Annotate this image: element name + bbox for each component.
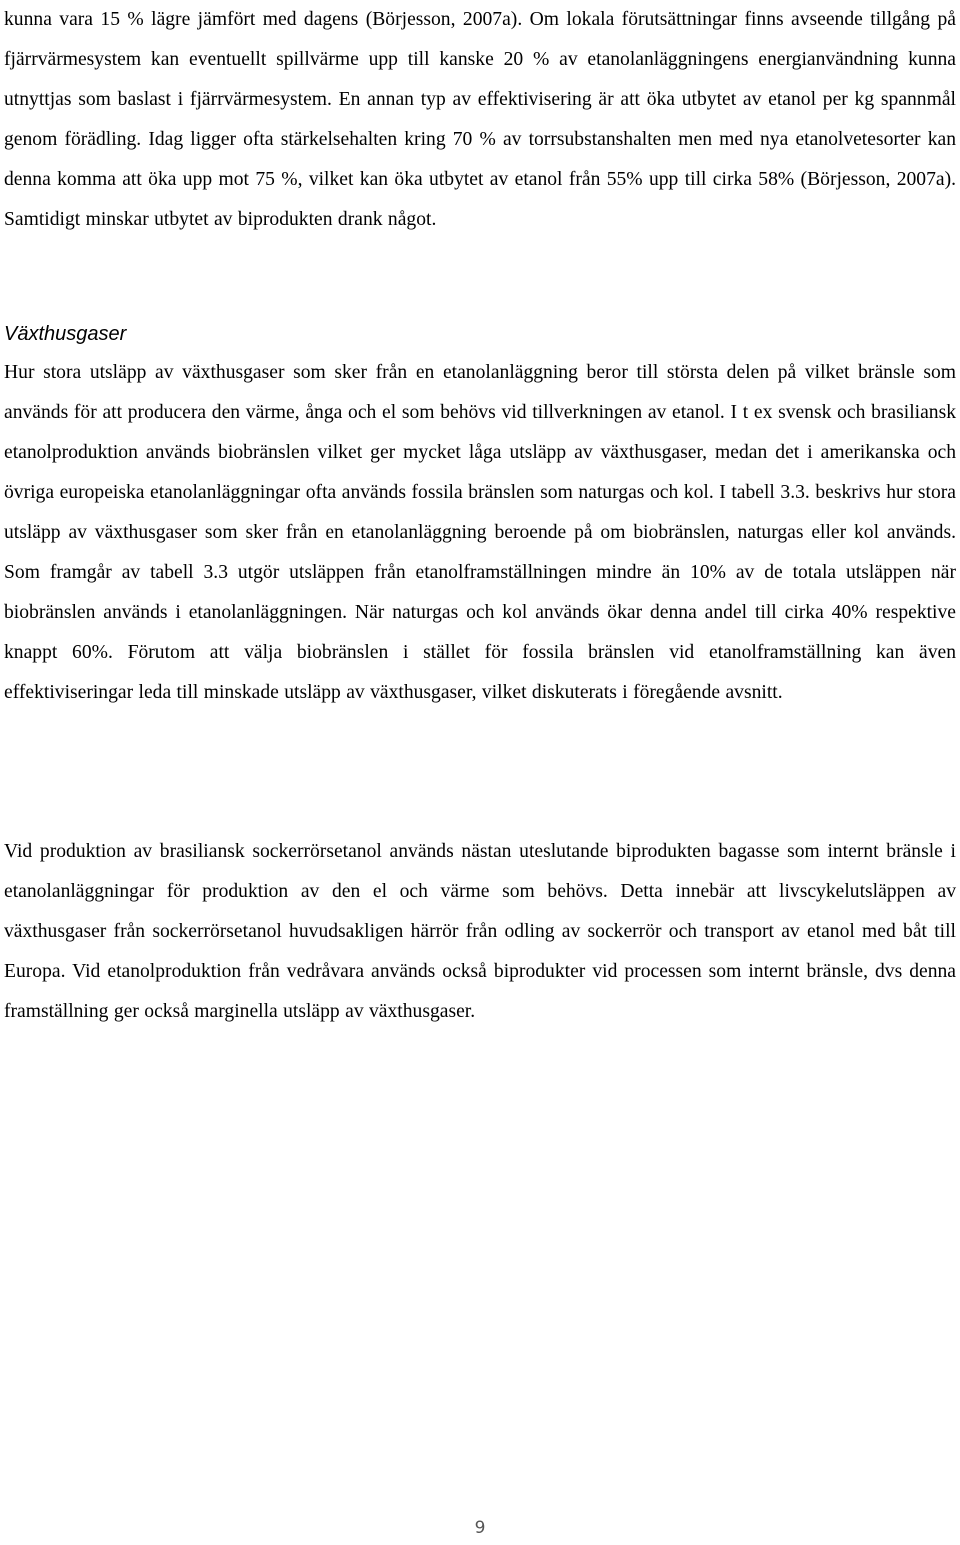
section-heading: Växthusgaser (4, 323, 127, 345)
paragraph-etanol-effektivisering: kunna vara 15 % lägre jämfört med dagens (Börjesson, 2007a). Om lokala förutsättningar finns avseende tillgång på fjärrvärmesystem kan eventuellt spillvärme upp till kanske 20 % av etanolanläggningens energianvändning kunna utnyttjas som baslast i fjärrvärmesystem. En annan typ av effektivisering är att öka utbytet av etanol per kg spannmål genom förädling. Idag ligger ofta stärkelsehalten kring 70 % av torrsubstanshalten men med nya etanolvetesorter kan denna komma att öka upp mot 75 %, vilket kan öka utbytet av etanol från 55% upp till cirka 58% (Börjesson, 2007a). Samtidigt minskar utbytet av biprodukten drank något. (4, 9, 956, 230)
page-number: 9 (474, 1518, 486, 1538)
paragraph-vaxthusgaser: Hur stora utsläpp av växthusgaser som sker från en etanolanläggning beror till största delen på vilket bränsle som används för att producera den värme, ånga och el som behövs vid tillverkningen av etanol. I t ex svensk och brasiliansk etanolproduktion används biobränslen vilket ger mycket låga utsläpp av växthusgaser, medan det i amerikanska och övriga europeiska etanolanläggningar ofta används fossila bränslen som naturgas och kol. I tabell 3.3. beskrivs hur stora utsläpp av växthusgaser som sker från en etanolanläggning beroende på om biobränslen, naturgas eller kol används. Som framgår av tabell 3.3 utgör utsläppen från etanolframställningen mindre än 10% av de totala utsläppen när biobränslen används i etanolanläggningen. När naturgas och kol används ökar denna andel till cirka 40% respektive knappt 60%. Förutom att välja biobränslen i stället för fossila bränslen vid etanolframställning kan även effektiviseringar leda till minskade utsläpp av växthusgaser, vilket diskuterats i föregående avsnitt. (4, 362, 956, 703)
paragraph-sockerrorsetanol: Vid produktion av brasiliansk sockerrörsetanol används nästan uteslutande biprodukten bagasse som internt bränsle i etanolanläggningar för produktion av den el och värme som behövs. Detta innebär att livscykelutsläppen av växthusgaser från sockerrörsetanol huvudsakligen härrör från odling av sockerrör och transport av etanol med båt till Europa. Vid etanolproduktion från vedråvara används också biprodukter vid processen som internt bränsle, dvs denna framställning ger också marginella utsläpp av växthusgaser. (4, 841, 956, 1022)
